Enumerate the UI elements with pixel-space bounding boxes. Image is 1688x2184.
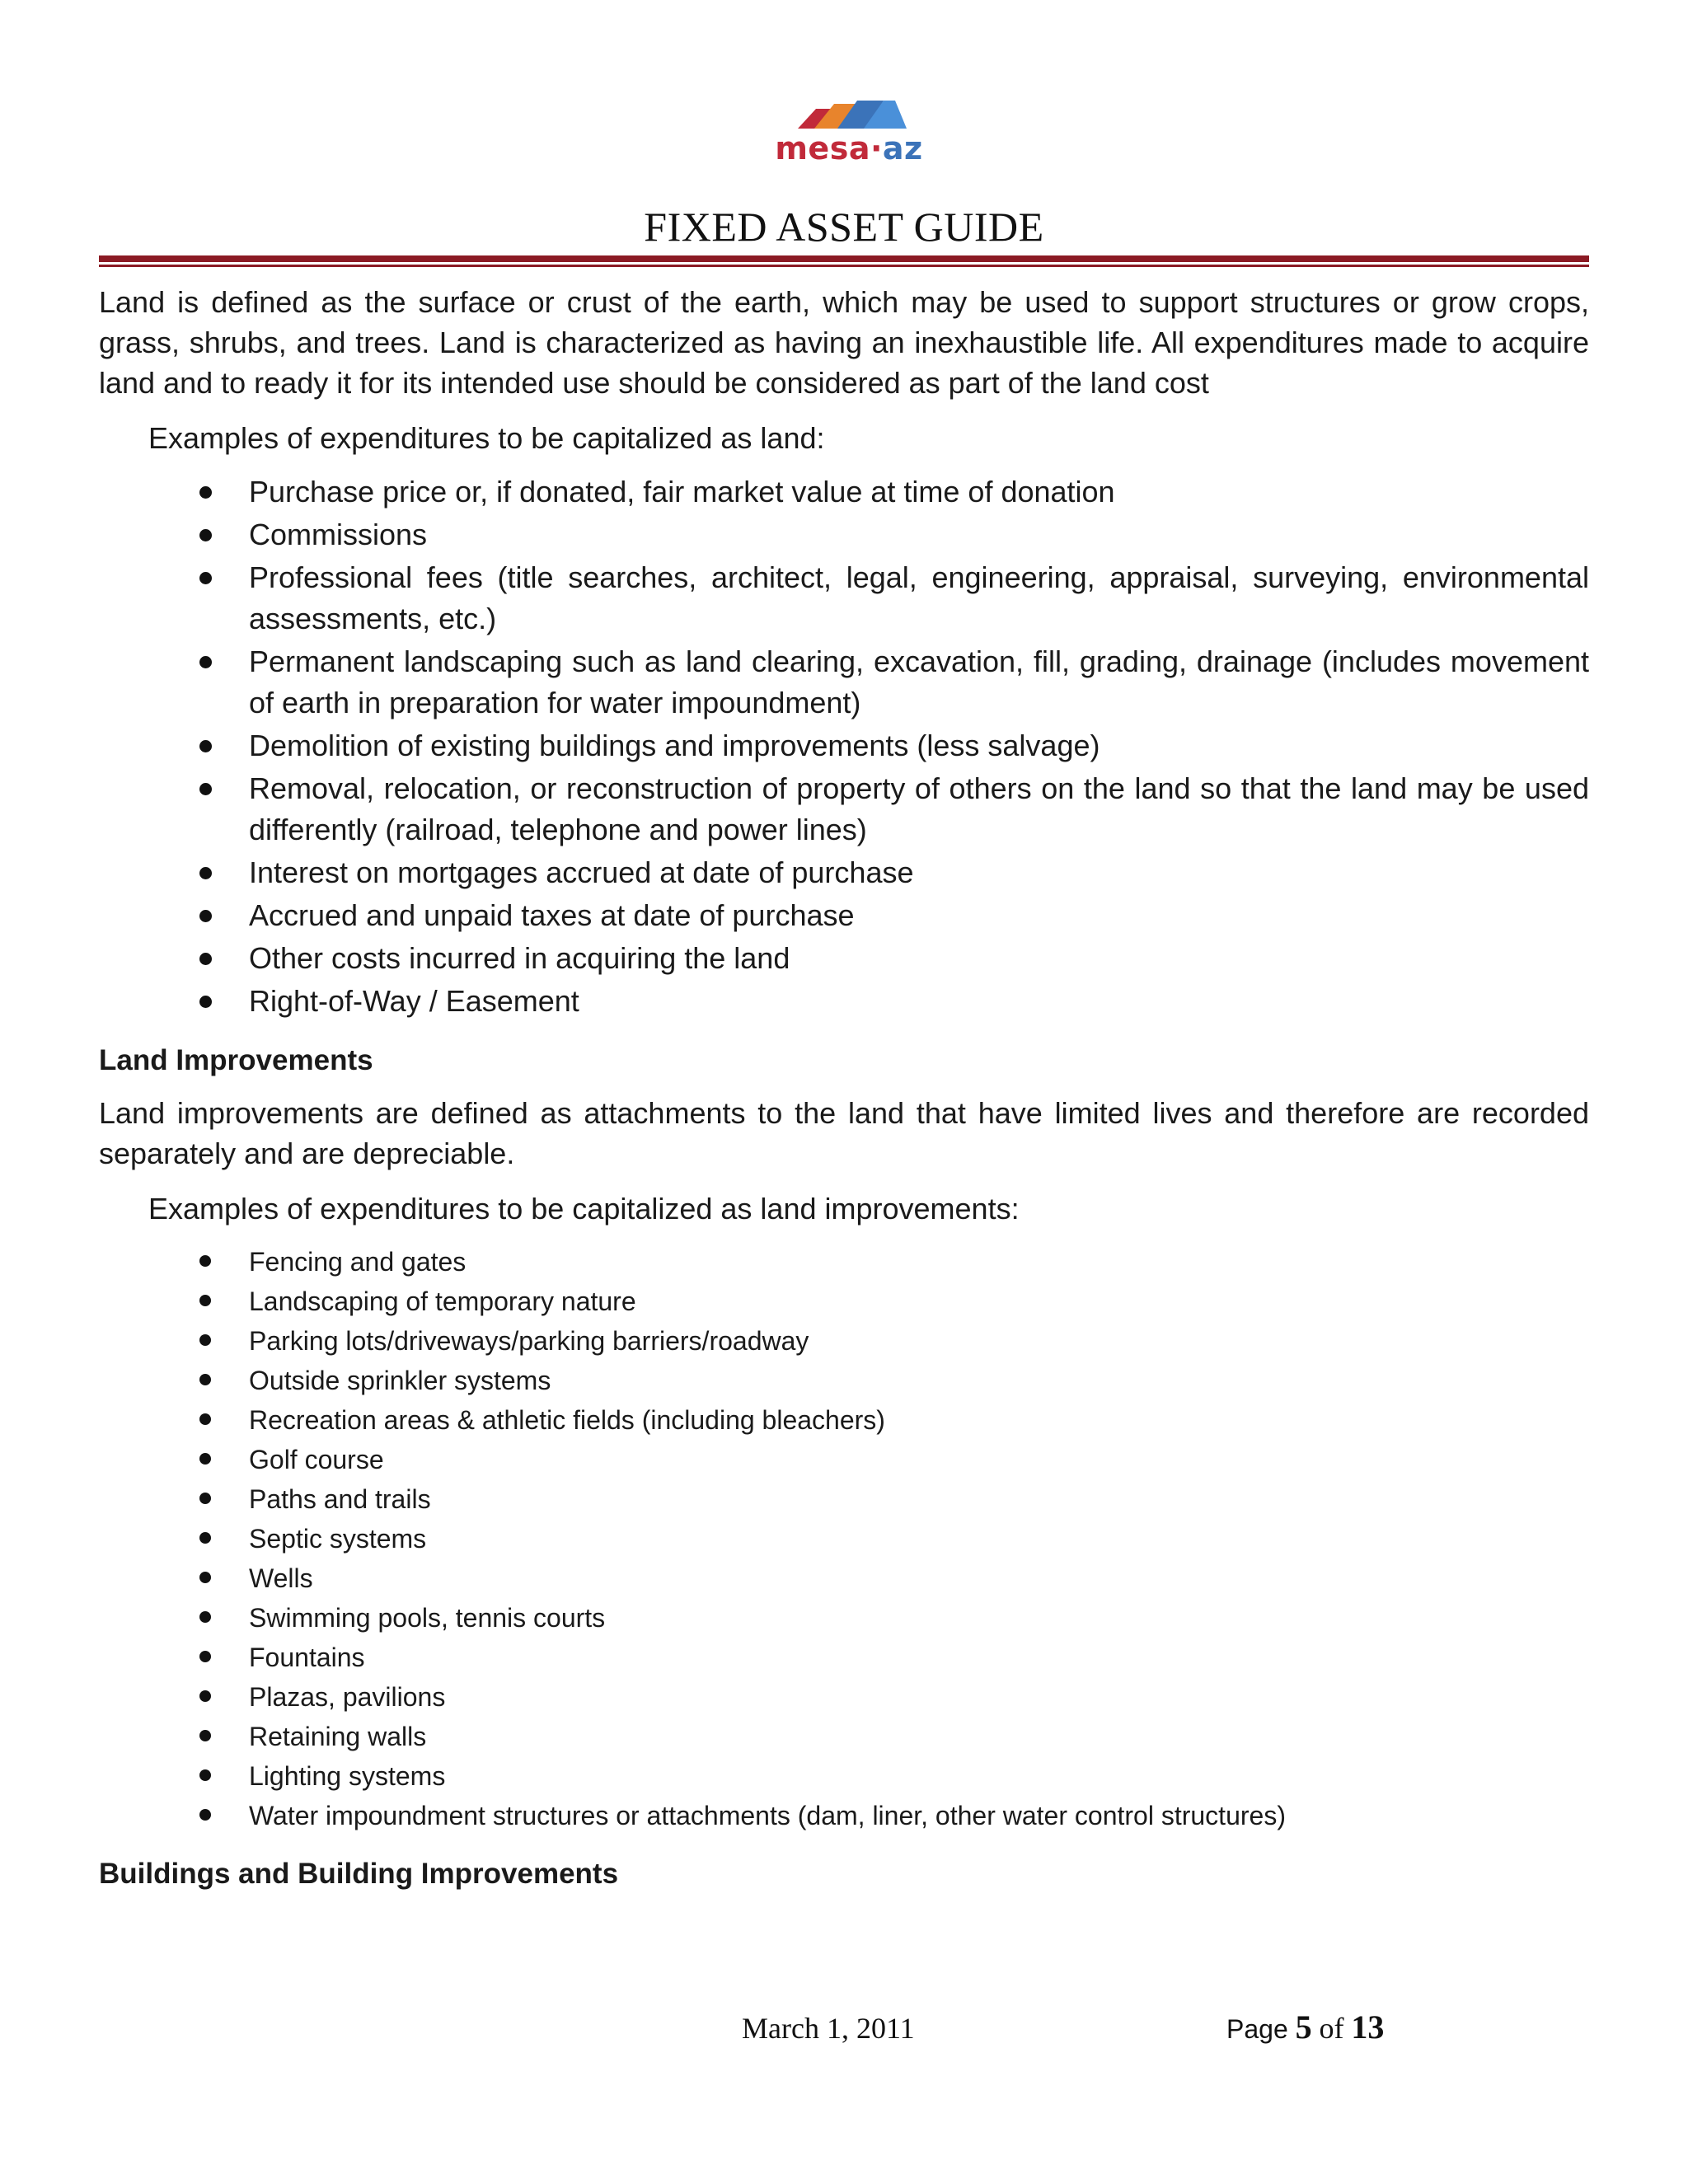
list-item: Accrued and unpaid taxes at date of purchase bbox=[249, 898, 855, 932]
land-examples-intro: Examples of expenditures to be capitalized as land: bbox=[148, 421, 825, 455]
page-label: Page bbox=[1226, 2014, 1288, 2044]
land-definition: Land is defined as the surface or crust of the earth, which may be used to support structures or grow crops, grass, shrubs, and trees. Land is characterized as having an inexhaustible life. All expenditures made to acquire land and to ready it for its intended use should be considered as part of the land cost bbox=[99, 285, 1589, 400]
list-item: Parking lots/driveways/parking barriers/roadway bbox=[249, 1326, 809, 1356]
list-item: Professional fees (title searches, architect, legal, engineering, appraisal, surveying, environmental assessments, etc.) bbox=[249, 560, 1589, 635]
land-improvements-heading: Land Improvements bbox=[99, 1044, 373, 1076]
document-body bbox=[99, 282, 1589, 1895]
list-item: Swimming pools, tennis courts bbox=[249, 1603, 606, 1633]
list-item: Water impoundment structures or attachments (dam, liner, other water control structures) bbox=[249, 1801, 1286, 1830]
land-improvements-examples-intro: Examples of expenditures to be capitalized as land improvements: bbox=[148, 1192, 1020, 1226]
list-item: Recreation areas & athletic fields (including bleachers) bbox=[249, 1405, 885, 1435]
list-item: Demolition of existing buildings and improvements (less salvage) bbox=[249, 729, 1100, 762]
logo-roof-icon bbox=[775, 97, 923, 130]
list-item: Removal, relocation, or reconstruction of property of others on the land so that the land may be used differently (railroad, telephone and power lines) bbox=[249, 771, 1589, 846]
footer-date: March 1, 2011 bbox=[742, 2012, 915, 2045]
list-item: Wells bbox=[249, 1563, 313, 1593]
list-item: Landscaping of temporary nature bbox=[249, 1286, 636, 1316]
land-improvements-list bbox=[99, 1242, 1589, 1835]
list-item: Commissions bbox=[249, 518, 428, 551]
list-item: Lighting systems bbox=[249, 1761, 446, 1791]
list-item: Fountains bbox=[249, 1643, 365, 1672]
of-label: of bbox=[1319, 2012, 1344, 2045]
land-improvements-definition: Land improvements are defined as attachments to the land that have limited lives and therefore are recorded separately and are depreciable. bbox=[99, 1096, 1589, 1170]
header-rule-thin bbox=[99, 265, 1589, 267]
list-item: Golf course bbox=[249, 1445, 384, 1474]
total-pages: 13 bbox=[1351, 2008, 1385, 2046]
list-item: Fencing and gates bbox=[249, 1247, 467, 1277]
list-item: Permanent landscaping such as land clearing, excavation, fill, grading, drainage (includes movement of earth in preparation for water impoundment) bbox=[249, 644, 1589, 719]
buildings-heading: Buildings and Building Improvements bbox=[99, 1858, 619, 1890]
header-rule-thick bbox=[99, 255, 1589, 262]
list-item: Septic systems bbox=[249, 1524, 427, 1554]
list-item: Plazas, pavilions bbox=[249, 1682, 446, 1712]
page-title: FIXED ASSET GUIDE bbox=[644, 204, 1044, 250]
land-expenditure-list bbox=[99, 471, 1589, 1022]
footer-page-number bbox=[1226, 2008, 1384, 2046]
list-item: Right-of-Way / Easement bbox=[249, 984, 579, 1018]
list-item: Interest on mortgages accrued at date of purchase bbox=[249, 855, 914, 889]
current-page: 5 bbox=[1295, 2008, 1312, 2046]
list-item: Purchase price or, if donated, fair market value at time of donation bbox=[249, 475, 1115, 509]
mesa-az-logo bbox=[775, 97, 923, 168]
logo-wordmark: mesa·az bbox=[775, 130, 923, 166]
list-item: Retaining walls bbox=[249, 1722, 427, 1751]
list-item: Outside sprinkler systems bbox=[249, 1366, 551, 1395]
list-item: Other costs incurred in acquiring the land bbox=[249, 941, 790, 975]
list-item: Paths and trails bbox=[249, 1484, 431, 1514]
